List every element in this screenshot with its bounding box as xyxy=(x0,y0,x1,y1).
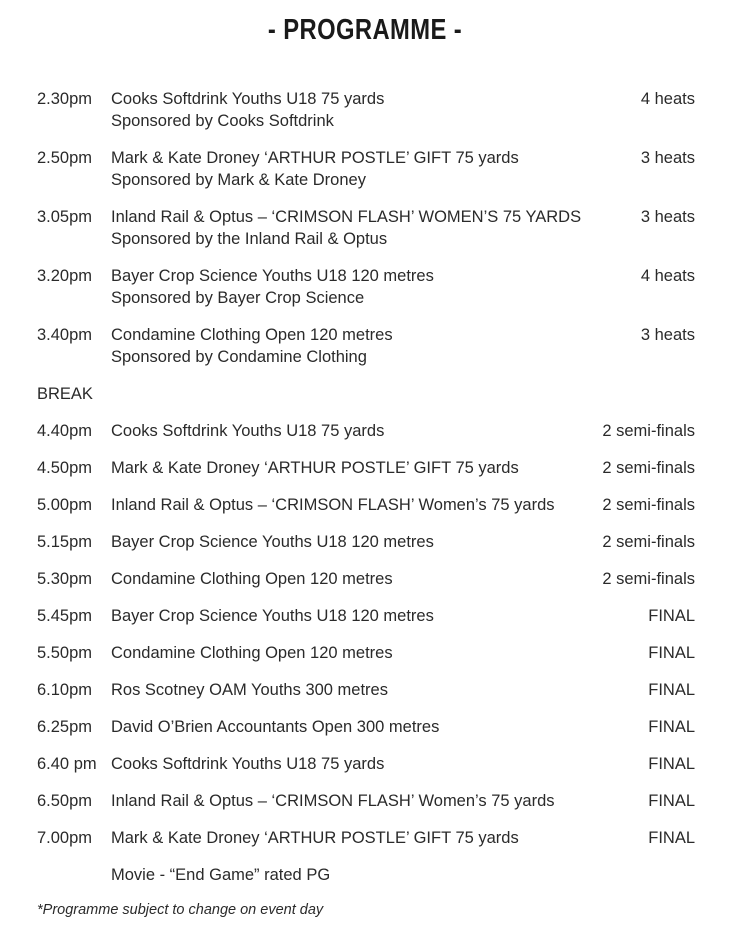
programme-row xyxy=(37,568,695,590)
programme-row xyxy=(37,679,695,701)
event-details xyxy=(111,265,585,309)
event-heats: 4 heats xyxy=(640,90,695,108)
event-name: Inland Rail & Optus – ‘CRIMSON FLASH’ Women’s 75 yards xyxy=(111,496,555,514)
event-name: Inland Rail & Optus – ‘CRIMSON FLASH’ Women’s 75 yards xyxy=(111,792,555,810)
event-stage: FINAL xyxy=(648,607,695,625)
event-time: 6.40 pm xyxy=(37,755,97,773)
event-name: Bayer Crop Science Youths U18 120 metres xyxy=(111,607,434,625)
event-stage: FINAL xyxy=(648,755,695,773)
programme-row xyxy=(37,206,695,250)
event-name: Mark & Kate Droney ‘ARTHUR POSTLE’ GIFT 75 yards xyxy=(111,829,519,847)
event-time: 5.15pm xyxy=(37,533,93,551)
event-heats: 4 heats xyxy=(640,267,695,285)
event-heats: 3 heats xyxy=(640,149,695,167)
programme-row xyxy=(37,531,695,553)
event-stage: 2 semi-finals xyxy=(602,570,695,588)
event-details xyxy=(111,88,585,132)
footer-note: *Programme subject to change on event day xyxy=(37,902,324,918)
event-sponsor: Sponsored by the Inland Rail & Optus xyxy=(111,230,388,248)
event-name: Mark & Kate Droney ‘ARTHUR POSTLE’ GIFT 75 yards xyxy=(111,149,519,167)
programme-row xyxy=(37,753,695,775)
event-time: 7.00pm xyxy=(37,829,93,847)
event-time: 6.25pm xyxy=(37,718,93,736)
event-details xyxy=(111,147,585,191)
event-time: 5.50pm xyxy=(37,644,93,662)
programme-row xyxy=(37,790,695,812)
event-name: Cooks Softdrink Youths U18 75 yards xyxy=(111,90,385,108)
event-time: 6.10pm xyxy=(37,681,93,699)
event-time: 5.00pm xyxy=(37,496,93,514)
event-heats: 3 heats xyxy=(640,208,695,226)
event-name: Bayer Crop Science Youths U18 120 metres xyxy=(111,267,434,285)
event-name: Bayer Crop Science Youths U18 120 metres xyxy=(111,533,434,551)
event-sponsor: Sponsored by Cooks Softdrink xyxy=(111,112,334,130)
event-name: Inland Rail & Optus – ‘CRIMSON FLASH’ WOMEN’S 75 YARDS xyxy=(111,208,582,226)
programme-row xyxy=(37,457,695,479)
programme-row xyxy=(37,420,695,442)
event-stage: FINAL xyxy=(648,644,695,662)
event-name: Mark & Kate Droney ‘ARTHUR POSTLE’ GIFT 75 yards xyxy=(111,459,519,477)
event-time: 3.05pm xyxy=(37,208,93,226)
event-time: 6.50pm xyxy=(37,792,93,810)
break-label: BREAK xyxy=(37,385,93,403)
event-stage: 2 semi-finals xyxy=(602,533,695,551)
event-time: 4.40pm xyxy=(37,422,93,440)
event-time: 3.20pm xyxy=(37,267,93,285)
event-name: Ros Scotney OAM Youths 300 metres xyxy=(111,681,388,699)
event-stage: 2 semi-finals xyxy=(602,459,695,477)
event-time: 2.50pm xyxy=(37,149,93,167)
movie-listing: Movie - “End Game” rated PG xyxy=(111,866,331,884)
event-stage: FINAL xyxy=(648,792,695,810)
programme-row xyxy=(37,827,695,849)
programme-row xyxy=(37,605,695,627)
event-name: Cooks Softdrink Youths U18 75 yards xyxy=(111,422,385,440)
event-stage: FINAL xyxy=(648,681,695,699)
event-time: 4.50pm xyxy=(37,459,93,477)
event-details xyxy=(111,324,585,368)
event-time: 5.45pm xyxy=(37,607,93,625)
event-sponsor: Sponsored by Mark & Kate Droney xyxy=(111,171,366,189)
programme-row xyxy=(37,147,695,191)
programme-row xyxy=(37,265,695,309)
page-title: - PROGRAMME - xyxy=(267,14,463,46)
programme-row xyxy=(37,716,695,738)
event-time: 5.30pm xyxy=(37,570,93,588)
event-name: Condamine Clothing Open 120 metres xyxy=(111,644,393,662)
programme-row xyxy=(37,642,695,664)
programme-list xyxy=(37,88,695,901)
event-name: David O’Brien Accountants Open 300 metres xyxy=(111,718,440,736)
event-time: 2.30pm xyxy=(37,90,93,108)
event-sponsor: Sponsored by Condamine Clothing xyxy=(111,348,367,366)
programme-row xyxy=(37,494,695,516)
event-stage: FINAL xyxy=(648,718,695,736)
event-name: Condamine Clothing Open 120 metres xyxy=(111,326,393,344)
movie-row xyxy=(37,864,695,886)
programme-row xyxy=(37,324,695,368)
event-stage: 2 semi-finals xyxy=(602,496,695,514)
event-stage: FINAL xyxy=(648,829,695,847)
event-name: Cooks Softdrink Youths U18 75 yards xyxy=(111,755,385,773)
event-heats: 3 heats xyxy=(640,326,695,344)
event-name: Condamine Clothing Open 120 metres xyxy=(111,570,393,588)
programme-row xyxy=(37,88,695,132)
event-time: 3.40pm xyxy=(37,326,93,344)
event-stage: 2 semi-finals xyxy=(602,422,695,440)
event-details xyxy=(111,206,585,250)
event-sponsor: Sponsored by Bayer Crop Science xyxy=(111,289,365,307)
